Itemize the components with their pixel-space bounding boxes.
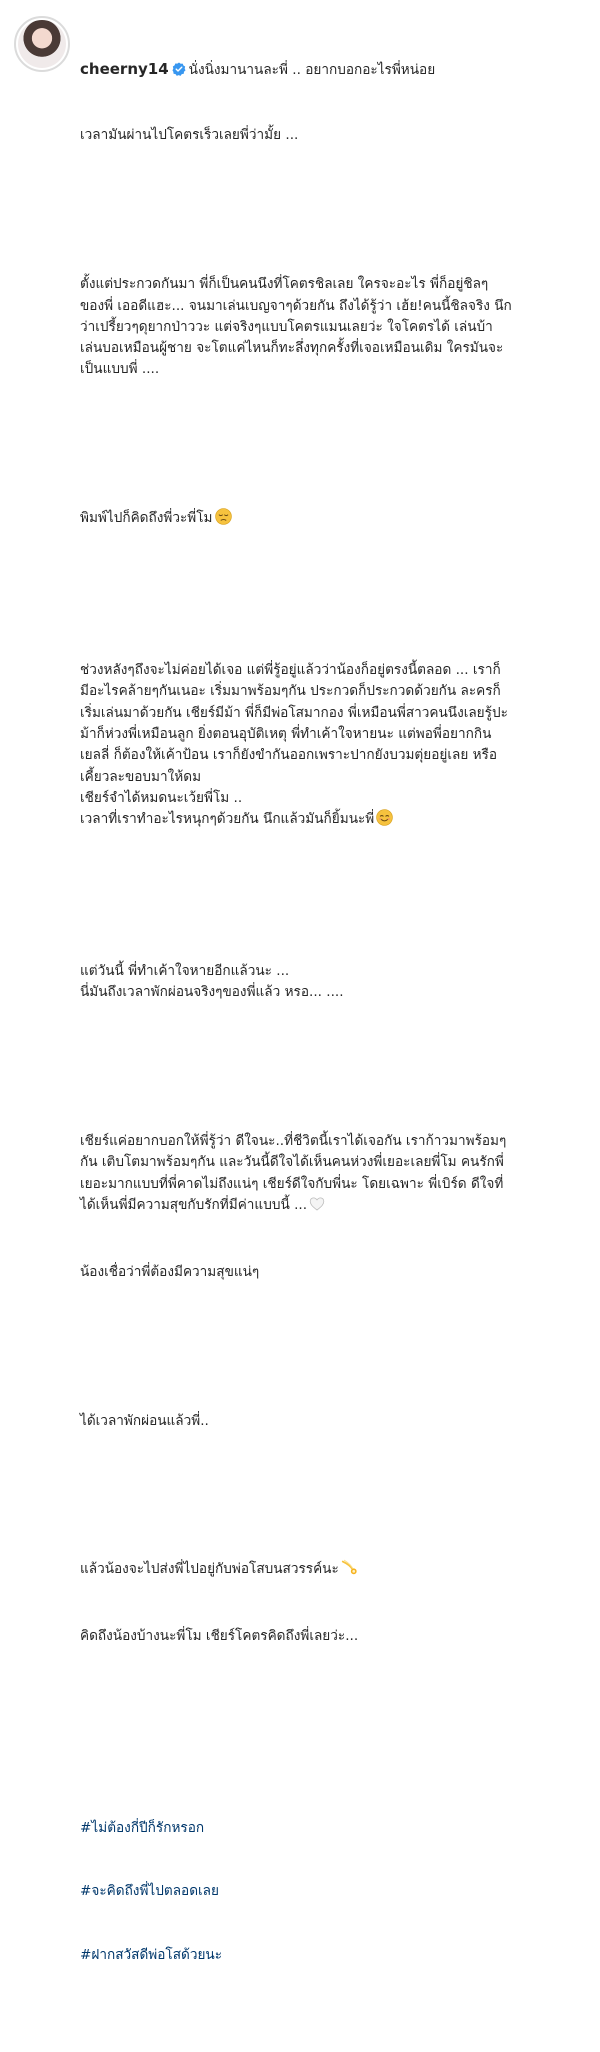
hashtag-link[interactable]: #ฝากสวัสดีพ่อโสด้วยนะ [80,1947,223,1964]
hashtag-list [80,1775,580,2009]
caption-paragraph-7-text: แล้วน้องจะไปส่งพี่ไปอยู่กับพ่อโสบนสวรรค์นะ [80,1561,339,1578]
profile-avatar[interactable] [18,20,66,68]
pensive-face-emoji [215,508,232,532]
profile-avatar-ring[interactable] [14,16,70,72]
caption-paragraph-7-line-1 [80,1559,580,1583]
caption-paragraph-3-text: ช่วงหลังๆถึงจะไม่ค่อยได้เจอ แต่พี่รู้อยู่แล้วว่าน้องก็อยู่ตรงนี้ตลอด ... เราก็ มีอะไรคล้ายๆกันเนอะ เริ่มมาพร้อมๆกัน ประกวดก็ประกวดด้วยกัน ละครก็ เริ่มเล่นมาด้วยกัน เชียร์มีม้า พี่ก็มีพ่อโสมากอง พี่เหมือนพี่สาวคนนึงเลยรู้ปะ ม้าก็ห่วงพี่เหมือนลูก ยิ่งตอนอุบัติเหตุ พี่ทำเค้าใจหายนะ แต่พอพี่อยากกิน เยลลี่ ก็ต้องให้เค้าป้อน เราก็ยังขำกันออกเพราะปากยังบวมตุ่ยอยู่เลย หรือ เคี้ยวละขอบมาให้ดม เชียร์จำได้หมดนะเว้ยพี่โม .. เวลาที่เราทำอะไรหนุกๆด้วยกัน นึกแล้วมันก็ยิ้มนะพี่ [80,662,508,828]
spacer [80,897,580,918]
spacer [80,1711,580,1732]
post-caption [80,16,580,2052]
caption-line-2: เวลามันผ่านไปโคตรเร็วเลยพี่ว่ามั้ย ... [80,127,299,144]
spacer [80,1067,580,1088]
hashtag-link[interactable]: #ไม่ต้องกี่ปีก็รักหรอก [80,1819,205,1836]
caption-paragraph-2-text: พิมพ์ไปก็คิดถึงพี่วะพี่โม [80,510,213,527]
spacer [80,445,580,466]
verified-badge-icon [172,62,186,83]
caption-first-line [80,59,580,83]
caption-line-1: นั่งนิ่งมานานละพี่ .. อยากบอกอะไรพี่หน่อย [188,61,436,78]
spacer [80,1347,580,1368]
spacer [80,1496,580,1517]
caption-paragraph-5 [80,1131,580,1219]
spacer [80,596,580,617]
comet-emoji [341,1559,358,1583]
caption-paragraph-5-text: เชียร์แค่อยากบอกให้พี่รู้ว่า ดีใจนะ..ที่ชีวิตนี้เราได้เจอกัน เราก้าวมาพร้อมๆ กัน เติบโตมาพร้อมๆกัน และวันนี้ดีใจได้เห็นคนห่วงพี่เยอะเลยพี่โม คนรักพี่ เยอะมากแบบที่พี่คาดไม่ถึงแน่ๆ เชียร์ดีใจกับพี่นะ โดยเฉพาะ พี่เบิร์ด ดีใจที่ ได้เห็นพี่มีความสุขกับรักที่มีค่าแบบนี้ ... [80,1132,507,1213]
spacer [80,211,580,232]
caption-paragraph-4: แต่วันนี้ พี่ทำเค้าใจหายอีกแล้วนะ ... นี่มันถึงเวลาพักผ่อนจริงๆของพี่แล้ว หรอ... .... [80,962,344,1001]
username-link[interactable]: cheerny14 [80,59,169,78]
caption-paragraph-7-line-2: คิดถึงน้องบ้างนะพี่โม เชียร์โคตรคิดถึงพี่เลยว่ะ... [80,1628,359,1645]
caption-paragraph-3 [80,660,580,833]
hashtag-link[interactable]: #จะคิดถึงพี่ไปตลอดเลย [80,1883,219,1900]
white-heart-emoji [309,1196,325,1219]
caption-paragraph-1: ตั้งแต่ประกวดกันมา พี่ก็เป็นคนนึงที่โคตรชิลเลย ใครจะอะไร พี่ก็อยู่ชิลๆ ของพี่ เออดีแฮะ... จนมาเล่นเบญจาๆด้วยกัน ถึงได้รู้ว่า เฮ้ย!คนนี้ชิลจริง นึก ว่าเปรี้ยวๆดุยากป่าววะ แต่จริงๆแบบโคตรแมนเลยว่ะ ใจโคตรได้ เล่นบ้า เล่นบอเหมือนผู้ชาย จะโตแค่ไหนก็ทะลึ่งทุกครั้งที่เจอเหมือนเดิม ใครมันจะ เป็นแบบพี่ .... [80,276,512,378]
caption-paragraph-2 [80,508,580,532]
caption-paragraph-6: ได้เวลาพักผ่อนแล้วพี่.. [80,1412,209,1429]
caption-paragraph-5-last: น้องเชื่อว่าพี่ต้องมีความสุขแน่ๆ [80,1263,260,1280]
post-header [14,16,580,2052]
smiling-face-emoji [376,809,393,833]
